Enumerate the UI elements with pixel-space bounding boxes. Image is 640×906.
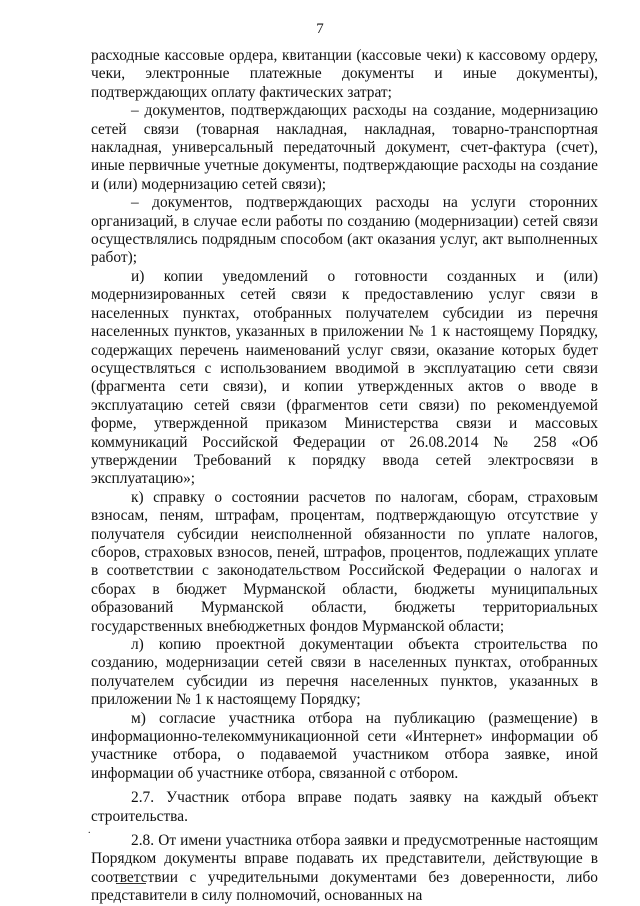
stray-dot-mark: . [88,825,91,836]
paragraph-continuation: расходные кассовые ордера, квитанции (кассовые чеки) к кассовому ордеру, чеки, электронные платежные документы и иные документы), подтверждающих оплату фактических затрат; [91,47,598,101]
page-number: 7 [316,21,324,37]
paragraph-dash-item-1: – документов, подтверждающих расходы на создание, модернизацию сетей связи (товарная накладная, накладная, товарно-транспортная накладная, универсальный передаточный документ, счет-фактура (счет), иные первичные учетные документы, подтверждающие расходы на создание и (или) модернизацию сетей связи); [91,102,598,193]
paragraph-clause-2-8: 2.8. От имени участника отбора заявки и предусмотренные настоящим Порядком документы вправе подавать их представители, действующие в соответствии с учредительными документами без доверенности, либо представители в силу полномочий, основанных на [91,832,598,905]
paragraph-clause-2-7: 2.7. Участник отбора вправе подать заявку на каждый объект строительства. [91,789,598,825]
paragraph-item-k: к) справку о состоянии расчетов по налогам, сборам, страховым взносам, пеням, штрафам, процентам, подтверждающую отсутствие у получателя субсидии неисполненной обязанности по уплате налогов, сборов, страховых взносов, пеней, штрафов, процентов, подлежащих уплате в соответствии с законодательством Российской Федерации о налогах и сборах в бюджет Мурманской области, бюджеты муниципальных образований Мурманской области, бюджеты территориальных государственных внебюджетных фондов Мурманской области; [91,488,598,635]
paragraph-item-m: м) согласие участника отбора на публикацию (размещение) в информационно-телекоммуникационной сети «Интернет» информации об участнике отбора, о подаваемой участником отбора заявке, иной информации об участнике отбора, связанной с отбором. [91,709,598,782]
paragraph-item-l: л) копию проектной документации объекта строительства по созданию, модернизации сетей связи в населенных пунктах, отобранных получателем субсидии из перечня населенных пунктов, указанных в приложении № 1 к настоящему Порядку; [91,636,598,709]
footer-rule [116,883,146,884]
paragraph-item-i: и) копии уведомлений о готовности созданных и (или) модернизированных сетей связи к предоставлению услуг связи в населенных пунктах, отобранных получателем субсидии из перечня населенных пунктов, указанных в приложении № 1 к настоящему Порядку, содержащих перечень наименований услуг связи, оказание которых будет осуществляться с использованием вводимой в эксплуатацию сети связи (фрагмента сети связи), и копии утвержденных актов о вводе в эксплуатацию сетей связи (фрагментов сети связи) по рекомендуемой форме, утвержденной приказом Министерства связи и массовых коммуникаций Российской Федерации от 26.08.2014 № 258 «Об утверждении Требований к порядку ввода сетей электросвязи в эксплуатацию»; [91,267,598,488]
paragraph-dash-item-2: – документов, подтверждающих расходы на услуги сторонних организаций, в случае если работы по созданию (модернизации) сетей связи осуществлялись подрядным способом (акт оказания услуг, акт выполненных работ); [91,194,598,267]
document-body [91,47,598,906]
